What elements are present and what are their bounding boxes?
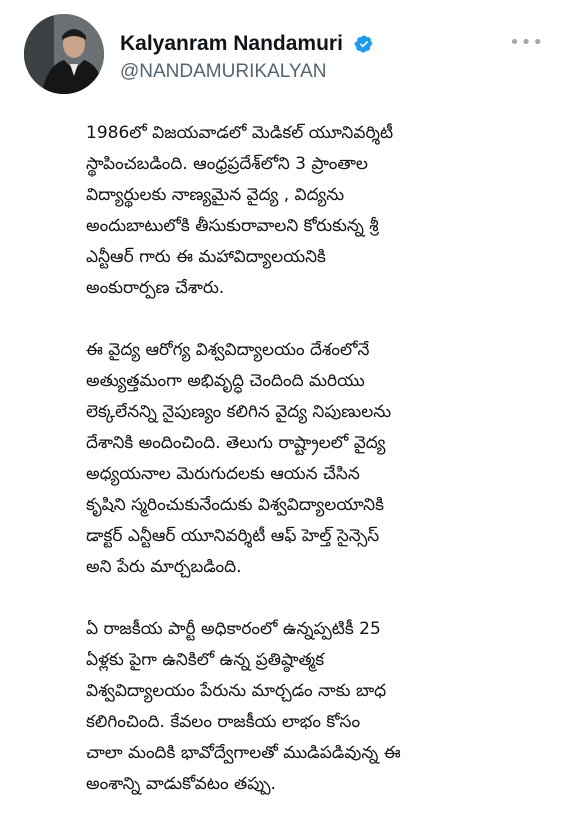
person-silhouette-icon (24, 14, 104, 94)
author-avatar[interactable] (24, 14, 104, 94)
author-handle[interactable]: @NANDAMURIKALYAN (120, 61, 327, 82)
text-line: ఏళ్లకు పైగా ఉనికిలో ఉన్న ప్రతిష్ఠాత్మక (86, 650, 325, 670)
tweet-paragraph (86, 335, 506, 583)
author-names (120, 32, 374, 84)
text-line: స్థాపించబడింది. ఆంధ్రప్రదేశ్‌లోని 3 ప్రాంతాల (86, 154, 368, 174)
text-line: అని పేరు మార్చబడింది. (86, 557, 242, 577)
text-line: కృషిని స్మరించుకునేందుకు విశ్వవిద్యాలయానికి (86, 495, 384, 515)
text-line: ఎన్టీఆర్ గారు ఈ మహావిద్యాలయనికి (86, 247, 326, 267)
text-line: దేశానికి అందించింది. తెలుగు రాష్ట్రాలలో వైద్య (86, 433, 386, 453)
text-line: 1986లో విజయవాడలో మెడికల్ యూనివర్శిటీ (86, 123, 394, 143)
tweet-paragraph (86, 614, 506, 800)
text-line: అంశాన్ని వాడుకోవటం తప్పు. (86, 774, 276, 794)
author-display-name[interactable]: Kalyanram Nandamuri (120, 32, 343, 55)
text-line: విద్యార్థులకు నాణ్యమైన వైద్య , విద్యను (86, 185, 345, 205)
text-line: చాలా మందికి భావోద్వేగాలతో ముడిపడివున్న ఈ (86, 743, 401, 763)
more-horizontal-icon[interactable]: ••• (509, 32, 544, 53)
text-line: అధ్యయనాల మెరుగుదలకు ఆయన చేసిన (86, 464, 360, 484)
tweet-text (86, 118, 506, 831)
text-line: కలిగించింది. కేవలం రాజకీయ లాభం కోసం (86, 712, 361, 732)
text-line: లెక్కలేనన్ని నైపుణ్యం కలిగిన వైద్య నిపుణులను (86, 402, 392, 422)
text-line: అత్యుత్తమంగా అభివృద్ధి చెందింది మరియు (86, 371, 365, 391)
tweet-paragraph (86, 118, 506, 304)
verified-badge-icon (354, 34, 374, 54)
text-line: అందుబాటులోకి తీసుకురావాలని కోరుకున్న శ్రీ (86, 216, 379, 236)
tweet-header (24, 14, 554, 94)
text-line: ఈ వైద్య ఆరోగ్య విశ్వవిద్యాలయం దేశంలోనే (86, 340, 370, 360)
text-line: అంకురార్పణ చేశారు. (86, 278, 225, 298)
text-line: ఏ రాజకీయ పార్టీ అధికారంలో ఉన్నప్పటికీ 25 (86, 619, 381, 639)
text-line: డాక్టర్ ఎన్టీఆర్ యూనివర్శిటీ ఆఫ్ హెల్త్ సైన్సెస్ (86, 526, 380, 546)
text-line: విశ్వవిద్యాలయం పేరును మార్చడం నాకు బాధ (86, 681, 387, 701)
